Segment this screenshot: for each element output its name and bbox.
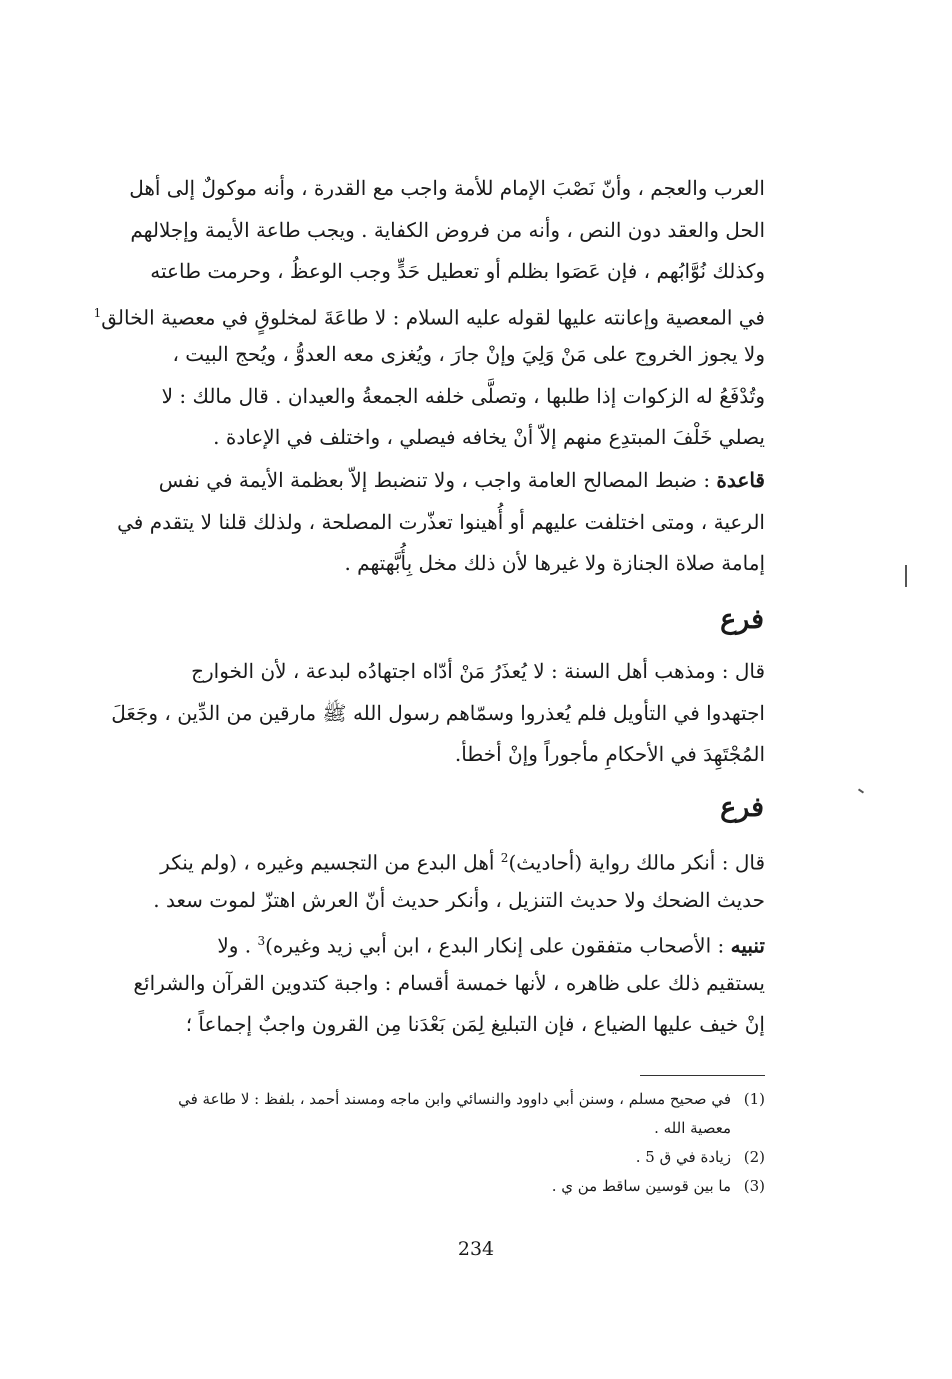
text-line-with-footnote: [93, 293, 765, 335]
footnote-divider: [640, 1075, 765, 1076]
text-line-with-lead: [100, 921, 765, 963]
footnote-item: [100, 1143, 765, 1172]
note-keyword: تنبيه: [730, 933, 765, 958]
text-line: وكذلك نُوَّابُهم ، فإن عَصَوا بظلم أو تعطيل حَدٍّ وجب الوعظُ ، وحرمت طاعته: [150, 259, 765, 283]
footnote-item: [100, 1085, 765, 1114]
section-heading: فرع: [720, 792, 764, 823]
text-line: اجتهدوا في التأويل فلم يُعذروا وسمّاهم رسول الله ﷺ مارقين من الدِّين ، وجَعَلَ: [111, 700, 765, 725]
footnote-ref[interactable]: 1: [93, 305, 102, 320]
footnote-item: [100, 1172, 765, 1201]
text-line: إنْ خيف عليها الضياع ، فإن التبليغ لِمَن بَعْدَنا مِن القرون واجبٌ إجماعاً ؛: [185, 1012, 765, 1036]
rule-keyword: قاعدة: [716, 468, 765, 492]
footnote-number: [731, 1114, 765, 1143]
margin-pencil-mark: [858, 788, 864, 793]
footnote-number: (2): [743, 1148, 765, 1166]
text-line: المُجْتَهِدَ في الأحكامِ مأجوراً وإنْ أخطأ.: [454, 742, 765, 766]
footnote-number: (1): [743, 1090, 765, 1108]
paragraph-imamate: [93, 168, 765, 459]
text-line: الرعية ، ومتى اختلفت عليهم أو أُهينوا تعذّرت المصلحة ، ولذلك قلنا لا يتقدم في: [117, 509, 765, 534]
text-span: في المعصية وإعانته عليها لقوله عليه السلام : لا طاعَةَ لمخلوقٍ في معصية الخالق: [101, 305, 765, 330]
paragraph-note: [100, 921, 765, 1046]
text-line-with-lead: [100, 460, 765, 502]
text-line: وتُدْفَعُ له الزكوات إذا طلبها ، وتصلَّى خلفه الجمعةُ والعيدان . قال مالك : لا: [161, 383, 765, 408]
footnote-number: (3): [743, 1177, 765, 1195]
text-line: يستقيم ذلك على ظاهره ، لأنها خمسة أقسام : واجبة كتدوين القرآن والشرائع: [133, 970, 765, 995]
page-number: 234: [457, 1238, 495, 1260]
footnote-ref[interactable]: 3: [257, 934, 266, 948]
text-span: أهل البدع من التجسيم وغيره ، (ولم ينكر: [160, 850, 501, 875]
section-heading: فرع: [720, 604, 764, 635]
text-span: : ضبط المصالح العامة واجب ، ولا تنضبط إلاّ بعظمة الأيمة في نفس: [158, 468, 717, 492]
footnotes: [100, 1085, 765, 1201]
text-line: يصلي خَلْفَ المبتدِع منهم إلاّ أنْ يخافه فيصلي ، واختلف في الإعادة .: [213, 425, 765, 449]
footnote-text: في صحيح مسلم ، وسنن أبي داوود والنسائي وابن ماجه ومسند أحمد ، بلفظ : لا طاعة في: [178, 1090, 731, 1108]
text-line: إمامة صلاة الجنازة ولا غيرها لأن ذلك مخل بِأُبَّهتهم .: [344, 551, 765, 575]
footnote-text: ما بين قوسين ساقط من ي .: [551, 1177, 731, 1195]
text-line-with-footnote: [100, 838, 765, 880]
footnote-item: [100, 1114, 765, 1143]
footnote-ref[interactable]: 2: [500, 851, 509, 865]
text-line: قال : ومذهب أهل السنة : لا يُعذَرُ مَنْ أدّاه اجتهادُه لبدعة ، لأن الخوارج: [191, 659, 765, 683]
margin-pencil-mark: [905, 565, 907, 587]
paragraph-branch-1: [100, 651, 765, 776]
text-line: العرب والعجم ، وأنّ نَصْبَ الإمام للأمة واجب مع القدرة ، وأنه موكولٌ إلى أهل: [129, 176, 765, 200]
text-line: حديث الضحك ولا حديث التنزيل ، وأنكر حديث أنّ العرش اهتزّ لموت سعد .: [153, 887, 765, 912]
footnote-text: زيادة في ق 5 .: [635, 1148, 731, 1166]
text-line: ولا يجوز الخروج على مَنْ وَلِيَ وإنْ جارَ ، ويُغزى معه العدوُّ ، ويُحج البيت ،: [172, 342, 765, 366]
text-span: . ولا: [217, 933, 258, 958]
text-span: قال : أنكر مالك رواية (أحاديث): [508, 850, 765, 875]
text-line: الحل والعقد دون النص ، وأنه من فروض الكفاية . ويجب طاعة الأيمة وإجلالهم: [130, 217, 765, 242]
paragraph-branch-2: [100, 838, 765, 921]
paragraph-rule: [100, 460, 765, 585]
footnote-text: معصية الله .: [654, 1119, 731, 1137]
text-span: : الأصحاب متفقون على إنكار البدع ، ابن أبي زيد وغيره): [265, 933, 731, 958]
